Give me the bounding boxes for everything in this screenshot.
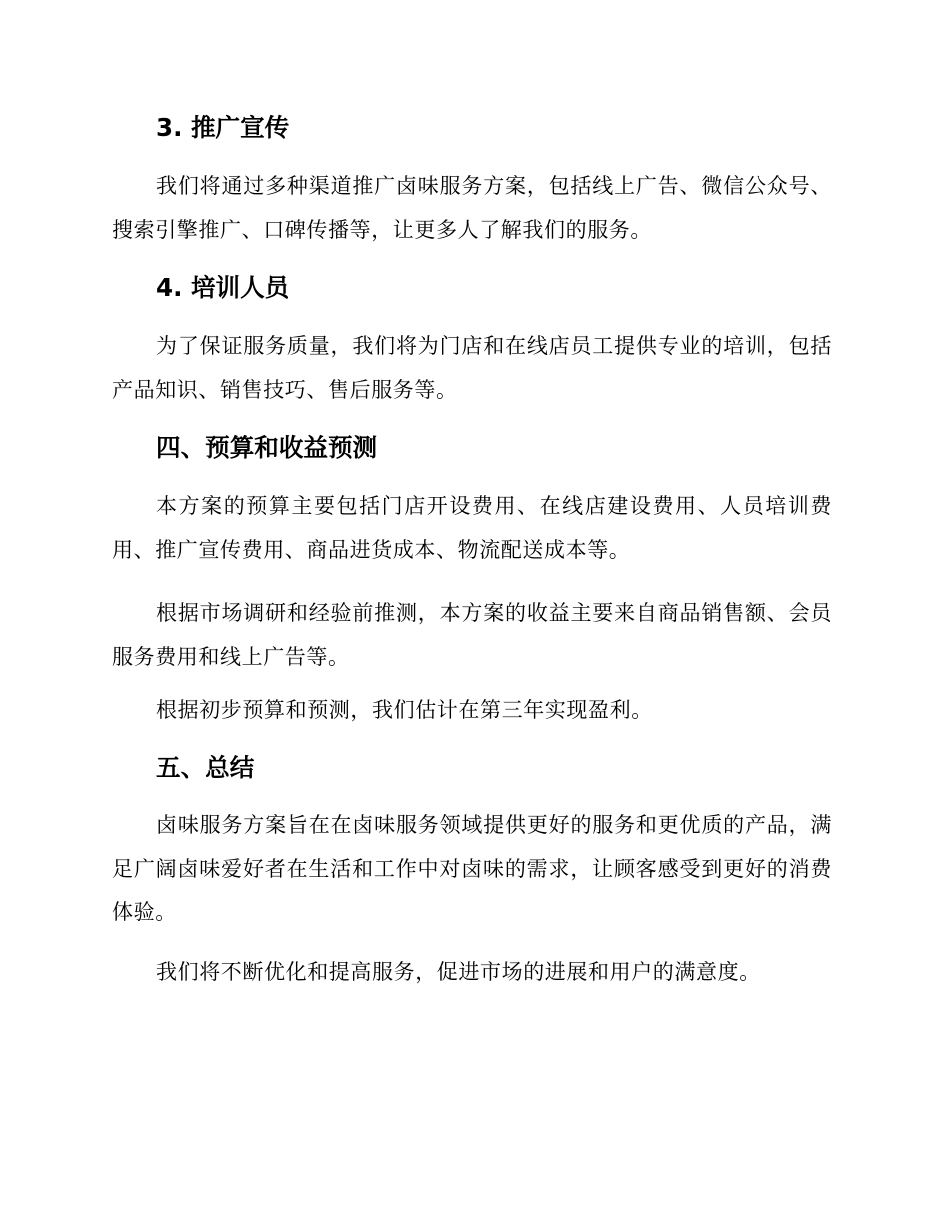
paragraph-budget-costs: 本方案的预算主要包括门店开设费用、在线店建设费用、人员培训费用、推广宣传费用、商品进货成本、物流配送成本等。 <box>112 494 832 562</box>
paragraph-promotion: 我们将通过多种渠道推广卤味服务方案，包括线上广告、微信公众号、搜索引擎推广、口碑传播等，让更多人了解我们的服务。 <box>112 174 832 242</box>
heading-promotion: 3. 推广宣传 <box>156 113 290 142</box>
paragraph-budget-revenue: 根据市场调研和经验前推测，本方案的收益主要来自商品销售额、会员服务费用和线上广告等。 <box>112 601 832 669</box>
heading-training: 4. 培训人员 <box>156 273 290 302</box>
paragraph-summary: 卤味服务方案旨在在卤味服务领域提供更好的服务和更优质的产品，满足广阔卤味爱好者在生活和工作中对卤味的需求，让顾客感受到更好的消费体验。 <box>112 813 832 924</box>
heading-summary: 五、总结 <box>156 753 255 782</box>
paragraph-training: 为了保证服务质量，我们将为门店和在线店员工提供专业的培训，包括产品知识、销售技巧、售后服务等。 <box>112 334 832 402</box>
heading-budget: 四、预算和收益预测 <box>156 433 378 462</box>
paragraph-budget-profit: 根据初步预算和预测，我们估计在第三年实现盈利。 <box>156 698 653 722</box>
paragraph-closing: 我们将不断优化和提高服务，促进市场的进展和用户的满意度。 <box>156 960 761 984</box>
